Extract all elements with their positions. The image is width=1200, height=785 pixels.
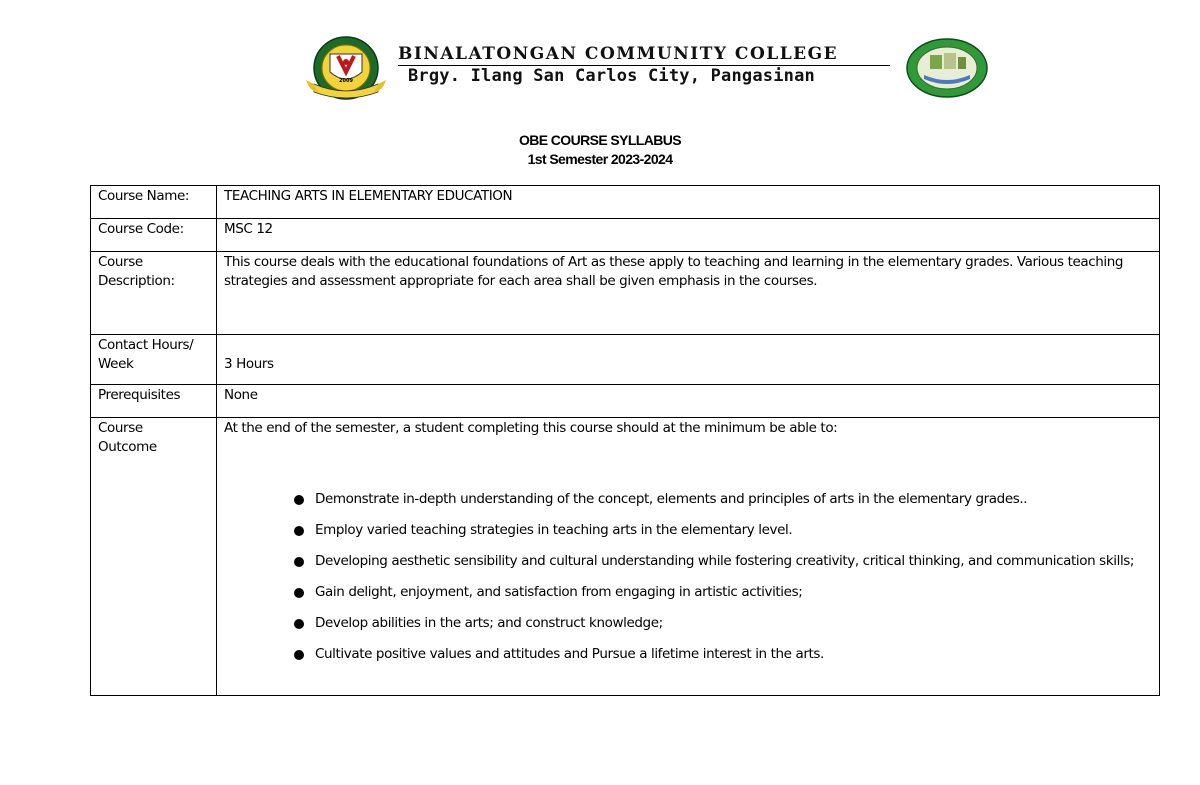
contact-hours-label-line1: Contact Hours/ — [98, 337, 194, 353]
list-item — [294, 521, 1153, 540]
course-code-label: Course Code: — [91, 219, 217, 252]
bullet-icon — [294, 557, 304, 567]
list-item — [294, 614, 1153, 633]
bullet-icon — [294, 588, 304, 598]
table-row-prerequisites — [91, 385, 1160, 418]
course-description-label-line1: Course — [98, 254, 143, 270]
course-name-label: Course Name: — [91, 186, 217, 219]
course-description-value: This course deals with the educational foundations of Art as these apply to teaching and learning in the elementary grades. Various teaching strategies and assessment appropriate for each area shall be given emphasis in the courses. — [217, 252, 1160, 335]
bullet-icon — [294, 526, 304, 536]
document-title: OBE COURSE SYLLABUS — [518, 132, 682, 148]
course-outcome-label-line1: Course — [98, 420, 143, 436]
bullet-icon — [294, 495, 304, 505]
outcome-text: Cultivate positive values and attitudes and Pursue a lifetime interest in the arts. — [315, 646, 824, 662]
table-row-course-description — [91, 252, 1160, 335]
prerequisites-value: None — [217, 385, 1160, 418]
contact-hours-label — [91, 335, 217, 385]
outcome-text: Employ varied teaching strategies in teaching arts in the elementary level. — [315, 522, 793, 538]
college-seal-logo — [300, 34, 392, 106]
contact-hours-cell — [217, 335, 1160, 385]
course-code-value: MSC 12 — [217, 219, 1160, 252]
document-semester: 1st Semester 2023-2024 — [527, 151, 673, 167]
course-description-label — [91, 252, 217, 335]
course-outcome-label-line2: Outcome — [98, 439, 157, 455]
syllabus-table — [90, 185, 1160, 696]
college-address: Brgy. Ilang San Carlos City, Pangasinan — [408, 66, 815, 86]
table-row-course-code — [91, 219, 1160, 252]
course-description-label-line2: Description: — [98, 273, 175, 289]
list-item — [294, 583, 1153, 602]
seal-year: 2009 — [339, 78, 353, 84]
course-outcome-intro: At the end of the semester, a student completing this course should at the minimum be able to: — [224, 420, 838, 436]
outcome-text: Demonstrate in-depth understanding of the concept, elements and principles of arts in the elementary grades.. — [315, 491, 1028, 507]
college-name: BINALATONGAN COMMUNITY COLLEGE — [398, 44, 839, 64]
document-title-block — [0, 131, 1200, 169]
contact-hours-label-line2: Week — [98, 356, 134, 372]
contact-hours-value: 3 Hours — [224, 356, 274, 372]
course-name-value: TEACHING ARTS IN ELEMENTARY EDUCATION — [217, 186, 1160, 219]
table-row-course-name — [91, 186, 1160, 219]
outcome-text: Develop abilities in the arts; and construct knowledge; — [315, 615, 663, 631]
outcome-text: Gain delight, enjoyment, and satisfaction from engaging in artistic activities; — [315, 584, 803, 600]
bullet-icon — [294, 650, 304, 660]
list-item — [294, 645, 1153, 664]
bullet-icon — [294, 619, 304, 629]
list-item — [294, 552, 1153, 571]
list-item — [294, 490, 1153, 509]
course-outcome-list — [224, 490, 1153, 664]
city-seal-logo — [904, 37, 990, 99]
course-outcome-label — [91, 418, 217, 696]
outcome-text: Developing aesthetic sensibility and cultural understanding while fostering creativity, critical thinking, and communication skills; — [315, 553, 1135, 569]
prerequisites-label: Prerequisites — [91, 385, 217, 418]
table-row-course-outcome — [91, 418, 1160, 696]
course-outcome-cell — [217, 418, 1160, 696]
table-row-contact-hours — [91, 335, 1160, 385]
